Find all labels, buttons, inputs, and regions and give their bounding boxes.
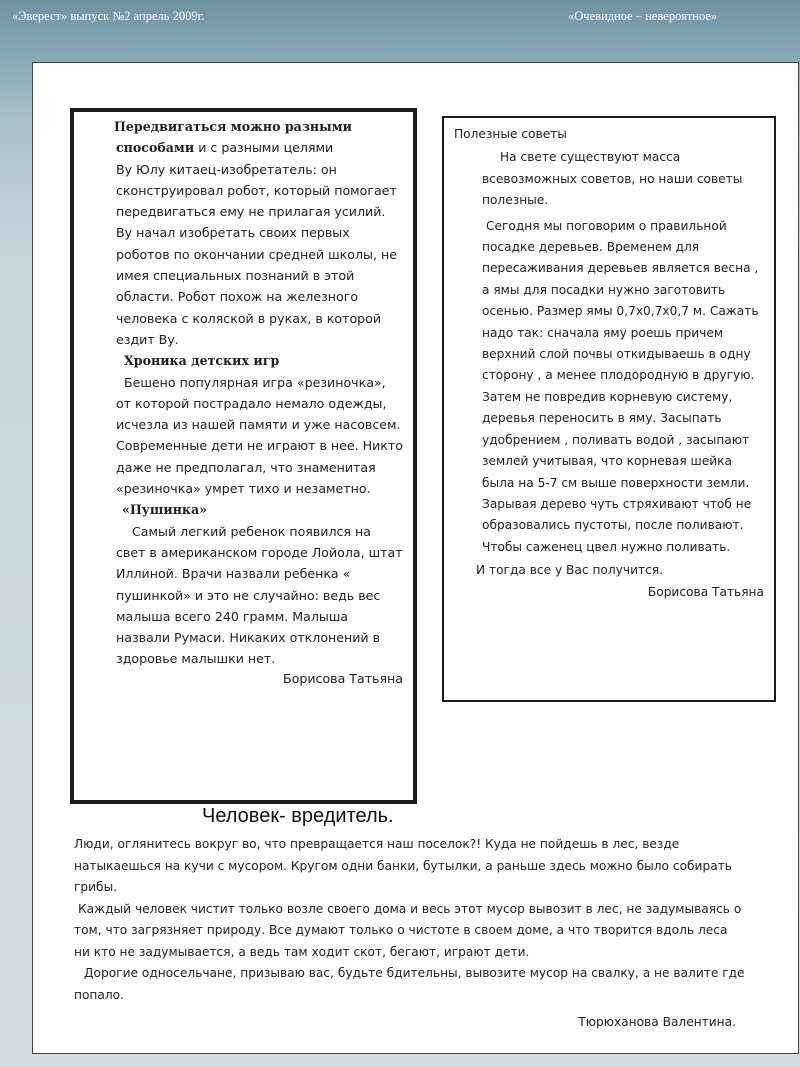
article-body [74,834,746,1034]
right-paragraph-2: Сегодня мы поговорим о правильной посадке деревьев. Временем для пересаживания деревьев является весна , а ямы для посадки нужно заготовить осенью. Размер ямы 0,7х0,7х0,7 м. Сажать надо так: сначала яму роешь причем верхний слой почвы откидываешь в одну сторону , а менее плодородную в другую. Затем не повредив корневую систему, деревья переносить в яму. Засыпать удобрением , поливать водой , засыпают землей учитывая, что корневая шейка была на 5-7 см выше поверхности земли. Зарывая дерево чуть стряхивают чтоб не образовались пустоты, после поливают. Чтобы саженец цвел нужно поливать. [482,218,759,554]
left-heading-1-bold: Передвигаться можно разными способами [114,119,352,156]
issue-header: «Эверест» выпуск №2 апрель 2009г. [12,9,205,23]
left-paragraph-2: Бешено популярная игра «резиночка», от которой пострадало немало одежды, исчезла из нашей памяти и уже насовсем. Современные дети не играют в нее. Никто даже не предполагал, что знаменитая «резиночка» умрет тихо и незаметно. [116,374,403,497]
right-signature: Борисова Татьяна [647,584,764,599]
left-paragraph-3: Самый легкий ребенок появился на свет в американском городе Лойола, штат Иллиной. Врачи назвали ребенка « пушинкой» и это не случайно: ведь вес малыша всего 240 грамм. Малыша назвали Румаси. Никаких отклонений в здоровье малышки нет. [116,523,403,667]
left-heading-1 [116,116,403,159]
article-signature: Тюрюханова Валентина. [578,1015,736,1029]
right-paragraph-1: На свете существуют масса всевозможных советов, но наши советы полезные. [482,150,743,208]
left-heading-2: Хроника детских игр [124,353,280,369]
right-column-box [442,116,776,702]
left-column-box [70,108,417,804]
section-header: «Очевидное – невероятное» [568,9,718,23]
right-paragraph-3: И тогда все у Вас получится. [476,563,664,578]
left-heading-3: «Пушинка» [122,502,208,518]
article-paragraph-2: Каждый человек чистит только возле своего дома и весь этот мусор вывозит в лес, не задумываясь о том, что загрязняет природу. Все думают только о чистоте в своем доме, а что творится вдоль леса ни кто не задумывается, а ведь там ходит скот, бегают, играют дети. [74,901,742,959]
article-paragraph-1: Люди, оглянитесь вокруг во, что превращается наш поселок?! Куда не пойдешь в лес, везде натыкаешься на кучи с мусором. Кругом одни банки, бутылки, а раньше здесь можно было собирать грибы. [74,837,732,894]
right-title: Полезные советы [454,127,567,141]
left-signature: Борисова Татьяна [283,670,403,686]
article-title: Человек- вредитель. [202,805,394,827]
left-heading-1-rest: и с разными целями [194,140,334,156]
left-paragraph-1: Ву Юлу китаец-изобретатель: он сконструировал робот, который помогает передвигаться ему не прилагая усилий. Ву начал изобретать своих первых роботов по окончании средней школы, не имея специальных познаний в этой области. Робот похож на железного человека с коляской в руках, в которой ездит Ву. [116,161,397,347]
article-paragraph-3: Дорогие односельчане, призываю вас, будьте бдительны, вывозите мусор на свалку, а не валите где попало. [74,966,745,1002]
